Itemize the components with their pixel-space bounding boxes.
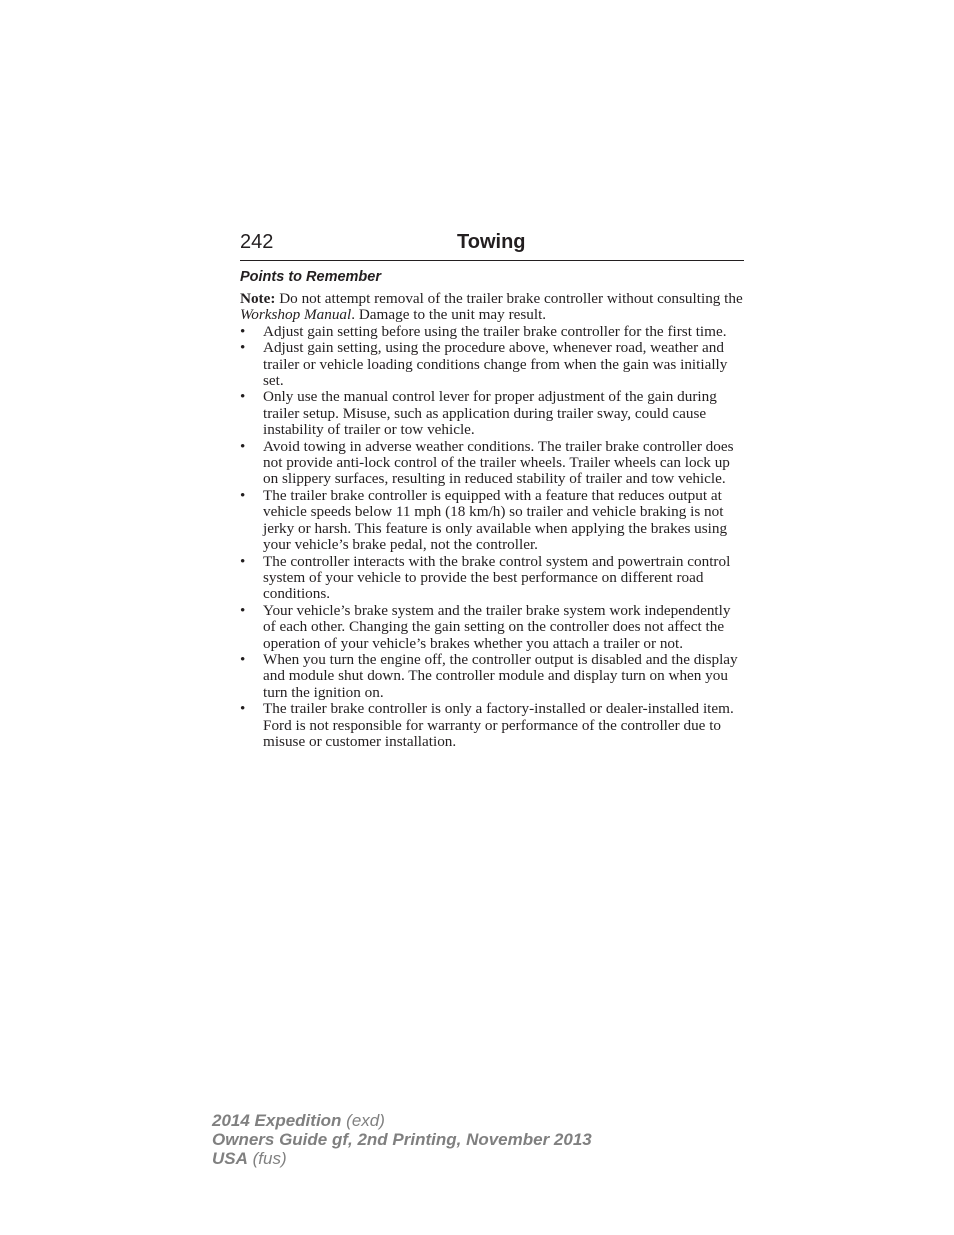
note-label: Note:	[240, 290, 276, 307]
subheading: Points to Remember	[240, 269, 381, 285]
list-item: • The controller interacts with the brake control system and powertrain control system of your vehicle to provide the best performance on different road conditions.	[240, 554, 746, 603]
footer-model-code: (exd)	[341, 1111, 385, 1130]
note-text-after: . Damage to the unit may result.	[351, 306, 547, 324]
footer-market-code: (fus)	[247, 1149, 287, 1168]
body-text	[240, 291, 746, 750]
list-item: • Only use the manual control lever for proper adjustment of the gain during trailer setup. Misuse, such as application during trailer sway, could cause instability of trailer or tow vehicle.	[240, 389, 746, 438]
footer-line-market	[212, 1149, 592, 1168]
list-item: • When you turn the engine off, the controller output is disabled and the display and module shut down. The controller module and display turn on when you turn the ignition on.	[240, 652, 746, 701]
bullet-list	[240, 324, 746, 751]
note-text-before: Do not attempt removal of the trailer brake controller without consulting the	[275, 290, 743, 307]
list-item: • Your vehicle’s brake system and the trailer brake system work independently of each other. Changing the gain setting on the controller does not affect the operation of your vehicle’s brakes whether you attach a trailer or not.	[240, 603, 746, 652]
list-item: • Adjust gain setting, using the procedure above, whenever road, weather and trailer or vehicle loading conditions change from when the gain was initially set.	[240, 340, 746, 389]
list-item: • The trailer brake controller is equipped with a feature that reduces output at vehicle speeds below 11 mph (18 km/h) so trailer and vehicle braking is not jerky or harsh. This feature is only available when applying the brakes using your vehicle’s brake pedal, not the controller.	[240, 488, 746, 554]
section-title: Towing	[457, 231, 526, 253]
list-item: • Adjust gain setting before using the trailer brake controller for the first time.	[240, 324, 746, 340]
footer	[212, 1111, 592, 1168]
note	[240, 291, 746, 324]
note-paragraph	[240, 291, 746, 324]
footer-market: USA	[212, 1149, 248, 1168]
page-number: 242	[240, 231, 274, 253]
footer-line-model	[212, 1111, 592, 1130]
list-item: • Avoid towing in adverse weather conditions. The trailer brake controller does not provide anti-lock control of the trailer wheels. Trailer wheels can lock up on slippery surfaces, resulting in reduced stability of trailer and tow vehicle.	[240, 439, 746, 488]
manual-name: Workshop Manual	[240, 306, 352, 324]
footer-printing: Owners Guide gf, 2nd Printing, November 2013	[212, 1130, 592, 1149]
page-header	[240, 228, 744, 261]
footer-line-printing	[212, 1130, 592, 1149]
list-item: • The trailer brake controller is only a factory-installed or dealer-installed item. Ford is not responsible for warranty or performance of the controller due to misuse or customer installation.	[240, 701, 746, 750]
footer-model: 2014 Expedition	[212, 1111, 342, 1130]
